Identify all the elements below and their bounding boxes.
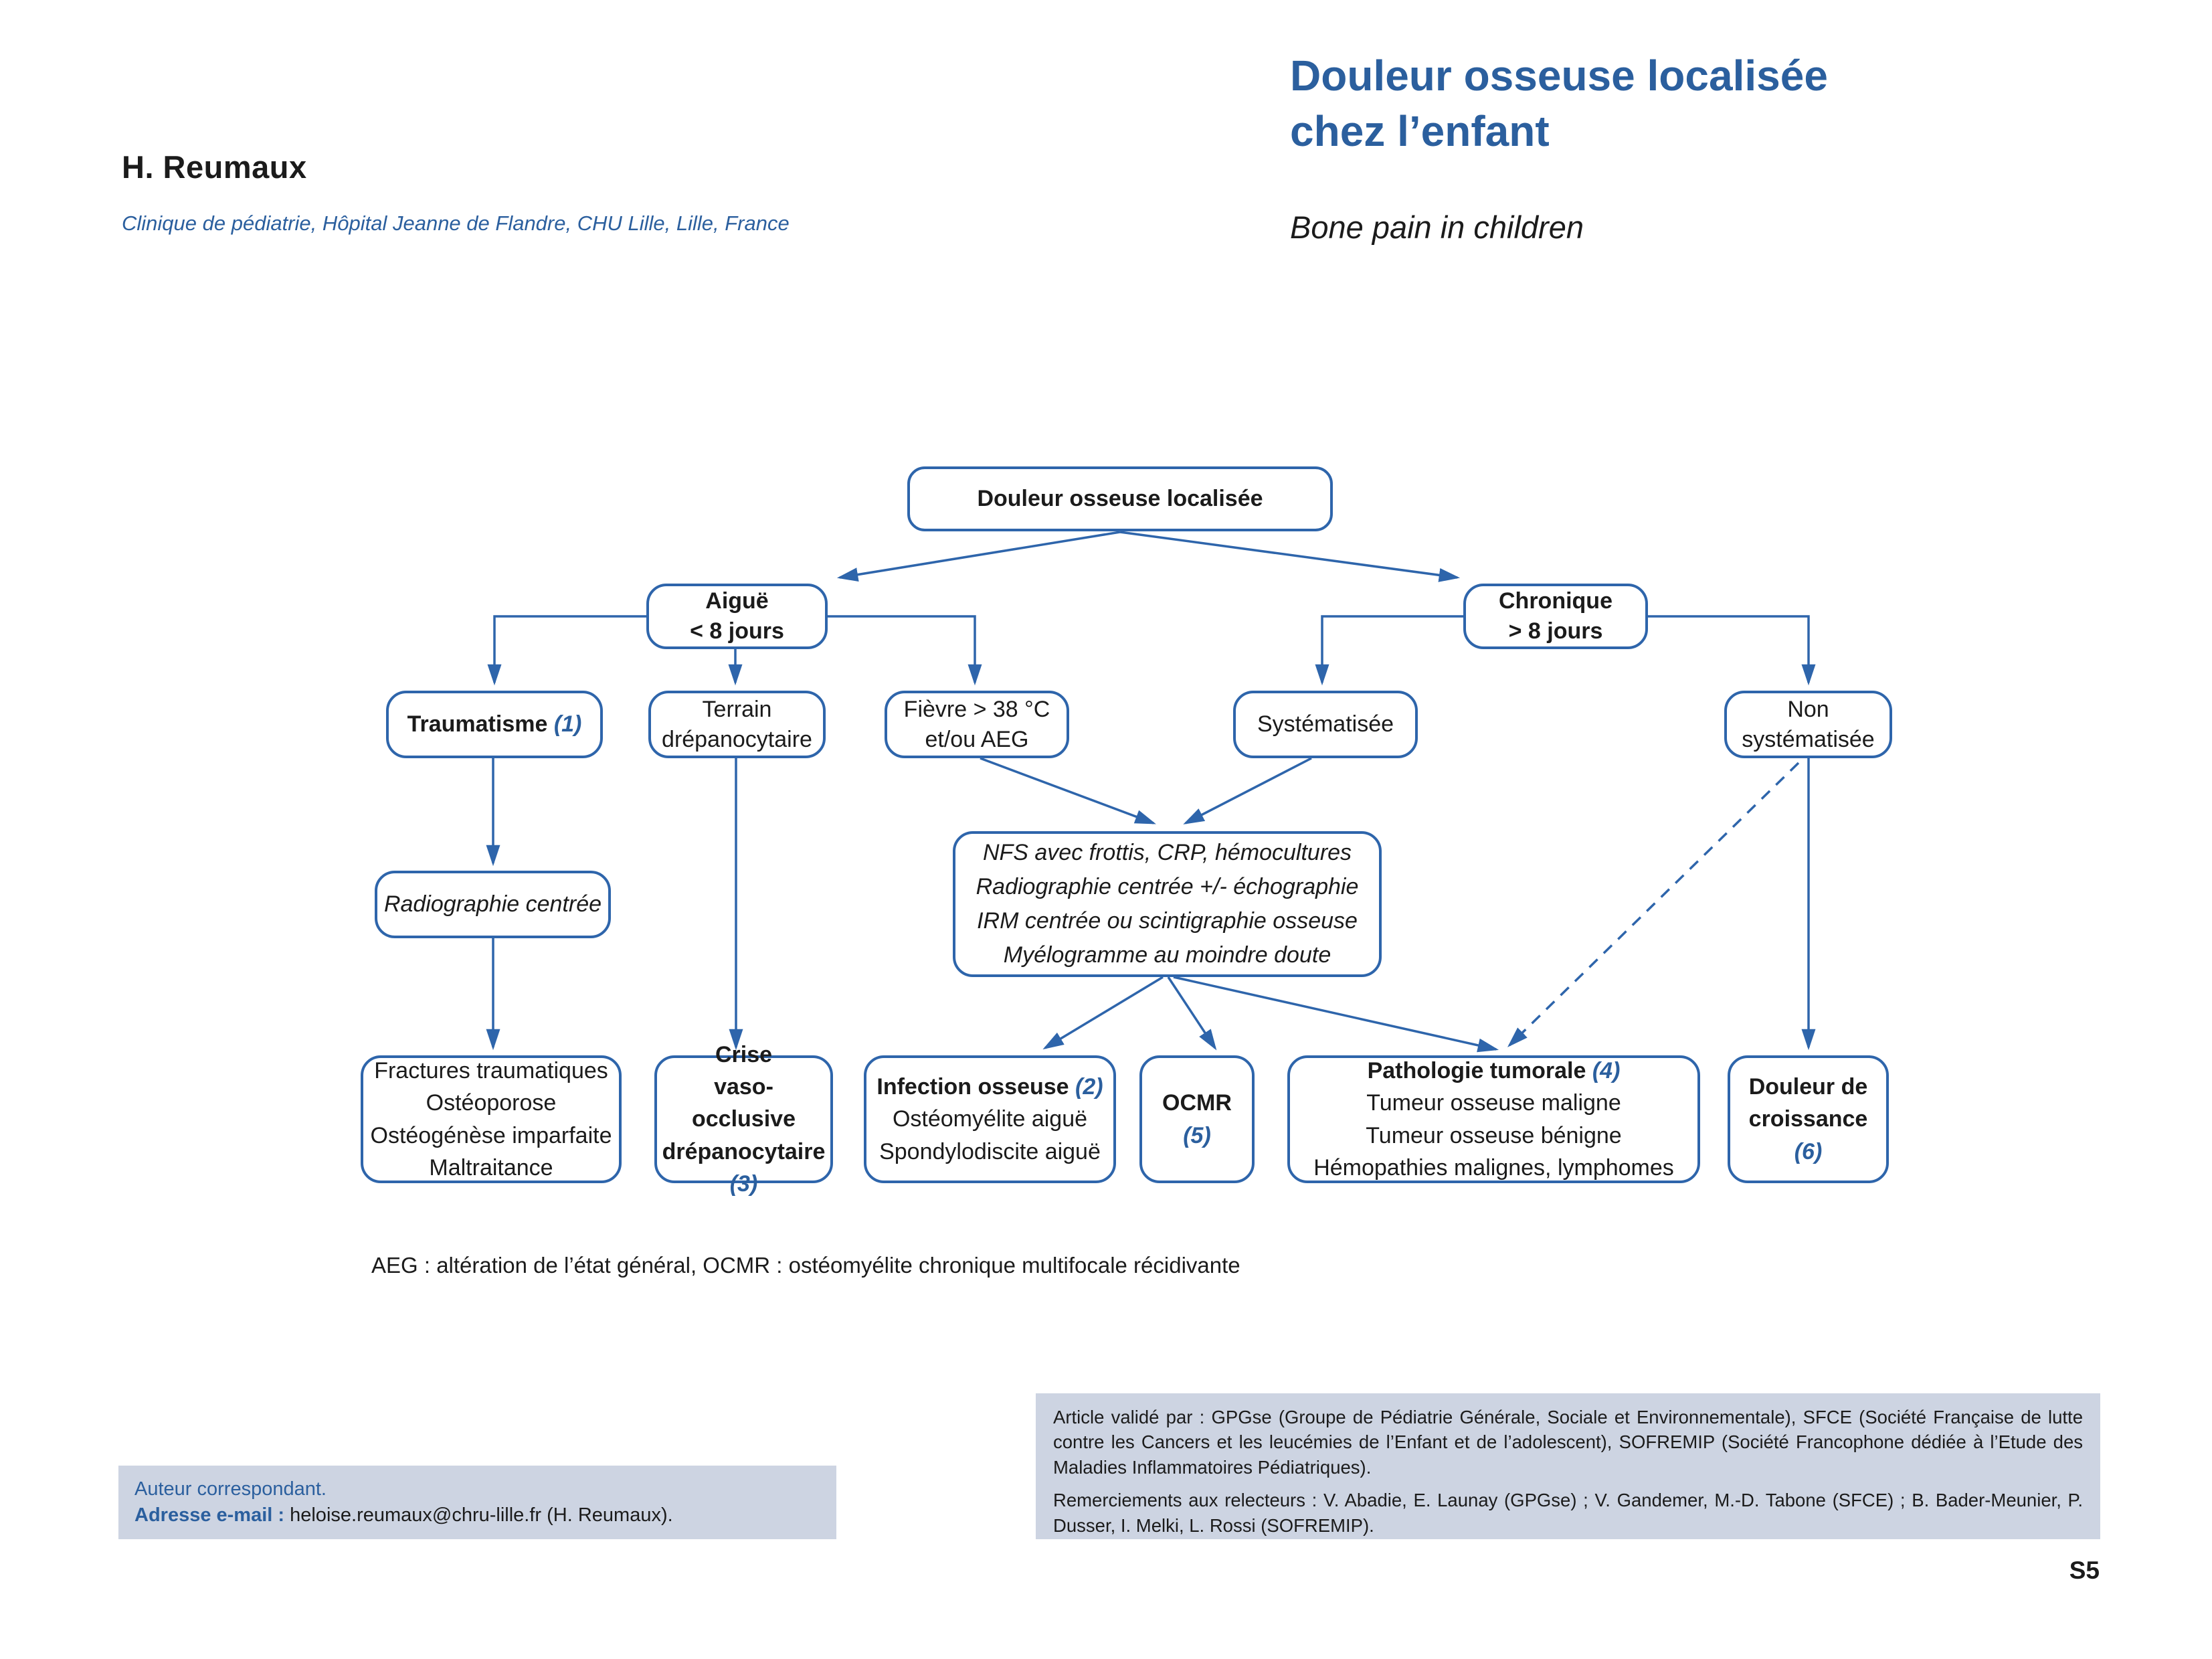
tumorale-ref-number: (4) [1592,1057,1621,1083]
crise-line1: Crise [715,1041,773,1067]
fievre-line1: Fièvre > 38 °C [903,696,1050,722]
infection-title-text: Infection osseuse [877,1074,1069,1100]
page-number: S5 [2069,1557,2100,1584]
validation-note: Article validé par : GPGse (Groupe de Pédiatrie Générale, Sociale et Environnementale), SFCE (Société Française de lutte contre les Cancers et les leucémies de l’Enfant et de l’adolescent), SOFREMIP (Société Francophone dédiée à l’Etude des Maladies Inflammatoires Pédiatriques). [1053,1407,2083,1478]
author-name: H. Reumaux [122,149,307,185]
terrain-line2: drépanocytaire [662,726,812,752]
node-bilan-paraclinique [953,831,1382,977]
node-aigue [646,584,828,649]
ocmr-ref-number: (5) [1183,1122,1211,1148]
node-fractures-traumatiques [361,1055,622,1183]
correspondence-box [118,1466,836,1539]
croissance-ref-number: (6) [1794,1138,1823,1164]
node-radiographie-centree [375,871,611,938]
email-value: heloise.reumaux@chru-lille.fr (H. Reumaux). [290,1504,673,1526]
fractures-line2: Ostéoporose [426,1090,557,1116]
node-root-label: Douleur osseuse localisée [977,486,1263,512]
crise-ref-number: (3) [729,1170,758,1197]
node-chronique-line2: > 8 jours [1508,618,1603,644]
ocmr-title: OCMR [1162,1090,1232,1116]
node-douleur-de-croissance [1728,1055,1889,1183]
node-traumatisme [386,691,603,758]
tumorale-line1: Tumeur osseuse maligne [1366,1090,1621,1116]
workup-line3: IRM centrée ou scintigraphie osseuse [977,908,1358,934]
email-label: Adresse e-mail : [134,1504,285,1526]
author-affiliation: Clinique de pédiatrie, Hôpital Jeanne de Flandre, CHU Lille, Lille, France [122,211,790,235]
tumorale-line2: Tumeur osseuse bénigne [1366,1122,1622,1148]
croissance-line2-text: croissance [1748,1106,1868,1132]
crise-line2: vaso-occlusive [692,1074,796,1132]
node-non-systematisee [1724,691,1892,758]
non-systematisee-line1: Non [1787,696,1829,722]
workup-line4: Myélogramme au moindre doute [1003,942,1331,968]
tumorale-title [1368,1055,1621,1087]
workup-line2: Radiographie centrée +/- échographie [976,874,1359,899]
article-title-fr-line1: Douleur osseuse localisée [1290,52,1828,100]
tumorale-line3: Hémopathies malignes, lymphomes [1313,1154,1674,1181]
traumatisme-ref-number: (1) [553,711,582,737]
infection-line1: Ostéomyélite aiguë [892,1106,1088,1132]
abbreviations-legend: AEG : altération de l’état général, OCMR : ostéomyélite chronique multifocale récidivante [371,1253,1240,1278]
fievre-line2: et/ou AEG [925,726,1029,752]
croissance-line1: Douleur de [1748,1074,1868,1100]
article-title-fr-line2: chez l’enfant [1290,107,1550,156]
node-traumatisme-label [407,709,582,739]
node-aigue-line2: < 8 jours [690,618,784,644]
systematisee-label: Systématisée [1257,711,1394,737]
node-pathologie-tumorale [1287,1055,1700,1183]
fractures-line1: Fractures traumatiques [374,1057,608,1083]
infection-ref-number: (2) [1075,1074,1103,1100]
fractures-line3: Ostéogénèse imparfaite [370,1122,612,1148]
node-chronique-line1: Chronique [1499,588,1612,614]
acknowledgements-note: Remerciements aux relecteurs : V. Abadie, E. Launay (GPGse) ; V. Gandemer, M.-D. Tabone (SFCE) ; B. Bader-Meunier, P. Dusser, I. Melki, L. Rossi (SOFREMIP). [1053,1490,2083,1536]
node-terrain-drepanocytaire [648,691,826,758]
node-aigue-line1: Aiguë [705,588,769,614]
node-infection-osseuse [864,1055,1116,1183]
fractures-line4: Maltraitance [429,1154,553,1181]
validation-box [1036,1393,2100,1539]
crise-line3: drépanocytaire [662,1138,826,1164]
node-systematisee [1233,691,1418,758]
traumatisme-text: Traumatisme [407,711,548,737]
terrain-line1: Terrain [702,696,772,722]
node-douleur-osseuse-localisee [907,466,1333,531]
infection-line2: Spondylodiscite aiguë [879,1138,1101,1164]
tumorale-title-text: Pathologie tumorale [1367,1057,1586,1083]
correspondent-note: Auteur correspondant. [134,1478,327,1500]
infection-title [877,1071,1103,1103]
article-title-en: Bone pain in children [1290,209,1584,245]
non-systematisee-line2: systématisée [1742,726,1875,752]
node-chronique [1463,584,1648,649]
workup-line1: NFS avec frottis, CRP, hémocultures [982,840,1352,865]
radiographie-label: Radiographie centrée [383,891,602,918]
croissance-line2 [1736,1103,1881,1168]
node-crise-vaso-occlusive [654,1041,833,1197]
node-ocmr [1139,1055,1255,1183]
email-line [134,1502,820,1529]
node-fievre-aeg [885,691,1069,758]
